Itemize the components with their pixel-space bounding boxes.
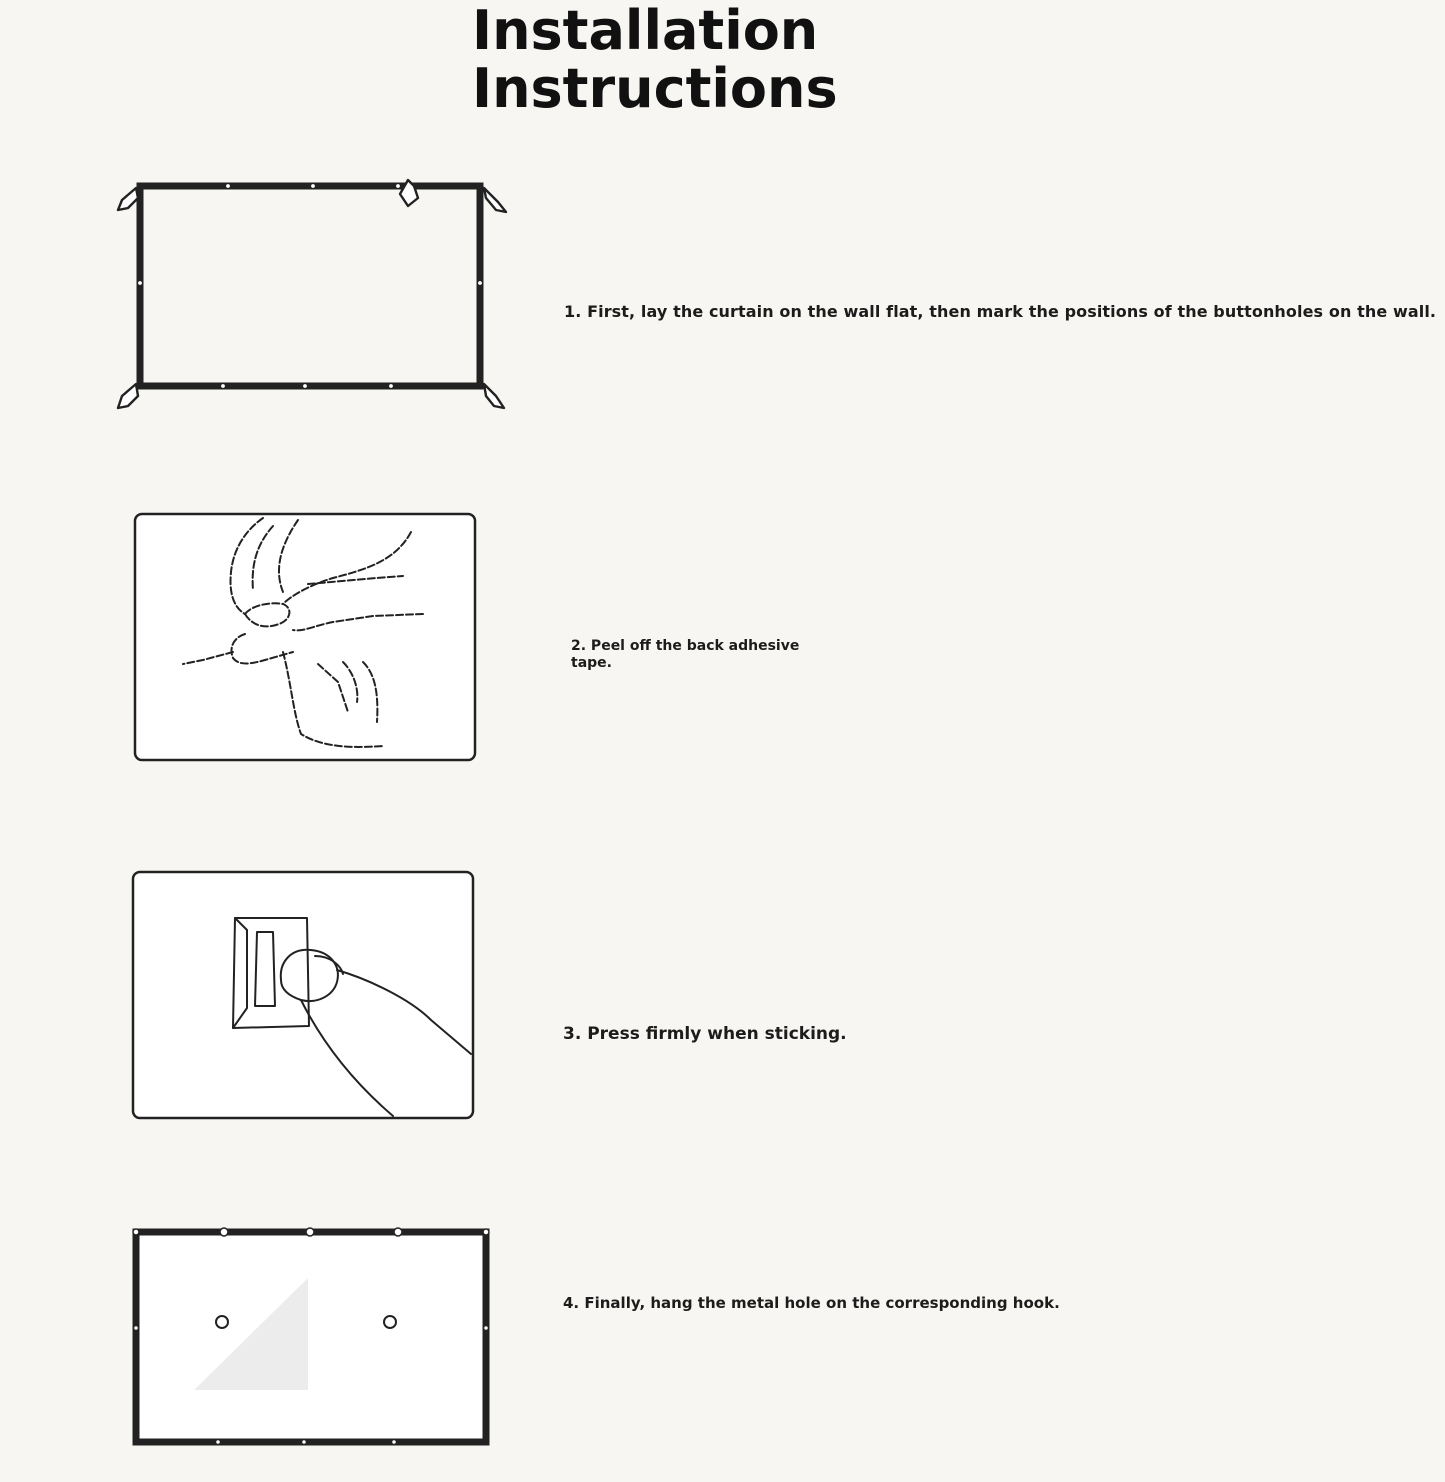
step-4-illustration bbox=[128, 1218, 494, 1450]
page-title bbox=[472, 2, 838, 118]
title-line-2: Instructions bbox=[472, 57, 838, 120]
step-2-text: 2. Peel off the back adhesive tape. bbox=[571, 638, 800, 671]
step-3-text: 3. Press firmly when sticking. bbox=[563, 1024, 847, 1044]
step-1-illustration bbox=[108, 168, 518, 428]
curtain-frame-icon bbox=[108, 168, 518, 428]
step-3-illustration bbox=[131, 870, 477, 1122]
title-line-1: Installation bbox=[472, 0, 819, 62]
step-4-text: 4. Finally, hang the metal hole on the corresponding hook. bbox=[563, 1294, 1060, 1312]
step-2-illustration bbox=[133, 512, 479, 764]
hand-peeling-tape-icon bbox=[133, 512, 479, 764]
step-1-text: 1. First, lay the curtain on the wall flat, then mark the positions of the buttonholes on the wall. bbox=[564, 302, 1437, 321]
finger-pressing-hook-icon bbox=[131, 870, 477, 1122]
curtain-with-grommets-icon bbox=[128, 1218, 494, 1450]
